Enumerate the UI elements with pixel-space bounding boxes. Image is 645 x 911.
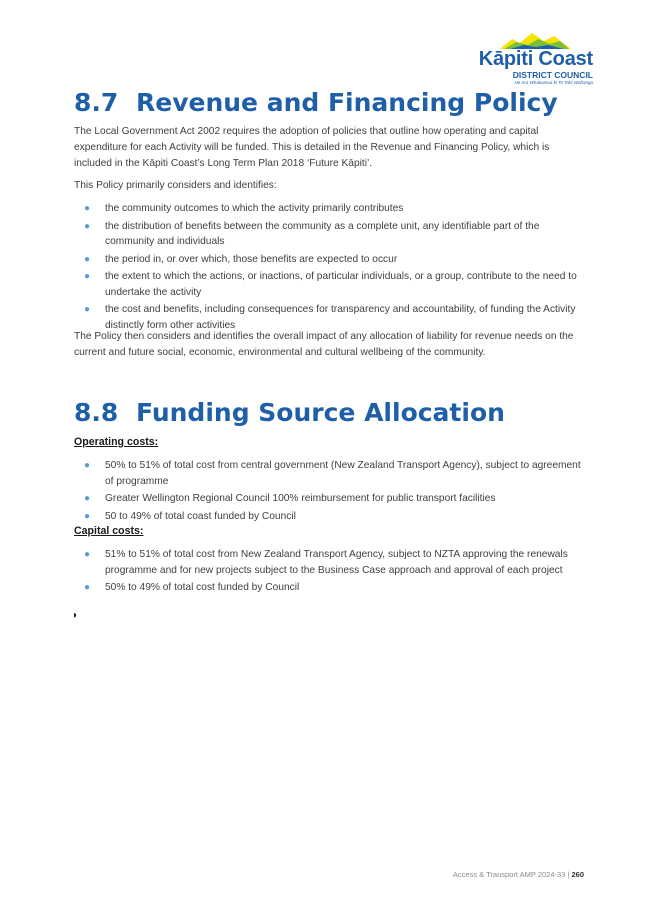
list-item: ● the community outcomes to which the activity primarily contributes [74, 201, 584, 217]
paragraph-considers: This Policy primarily considers and identifies: [74, 180, 277, 191]
bullet-icon: ● [84, 582, 91, 593]
mountain-logo-icon [498, 30, 573, 50]
council-logo [478, 30, 593, 85]
bullet-icon: ● [84, 493, 91, 504]
section-title: Revenue and Financing Policy [136, 88, 558, 117]
list-item: ● the distribution of benefits between the community as a complete unit, any identifiable part of the community and individuals [84, 220, 540, 247]
capital-costs-heading: Capital costs: [74, 525, 144, 537]
bullet-icon: ● [84, 510, 91, 522]
operating-costs-list [74, 458, 584, 526]
stray-bullet-mark: ◗ [72, 610, 79, 621]
list-item: ● 50 to 49% of total coast funded by Council [74, 509, 584, 525]
logo-tagline: He Ara Whakamua ki Te Tahi Wahanga [514, 80, 593, 85]
section-number: 8.8 [74, 398, 119, 427]
capital-costs-list [74, 547, 584, 598]
list-item: ● the period in, or over which, those benefits are expected to occur [74, 252, 584, 268]
logo-name: Kāpiti Coast [478, 48, 593, 70]
footer-document-title: Access & Transport AMP 2024-33 [452, 870, 566, 879]
footer-separator: | [567, 870, 570, 879]
bullet-icon: ● [84, 304, 91, 315]
bullet-icon: ● [84, 220, 91, 232]
list-item: ● the cost and benefits, including consequences for transparency and accountability, of funding the Activity distinctly form other activities [84, 304, 576, 331]
bullet-icon: ● [84, 271, 91, 282]
section-number: 8.7 [74, 88, 119, 117]
page-number: 260 [571, 870, 584, 879]
bullet-icon: ● [84, 549, 91, 560]
policy-bullet-list [74, 201, 584, 335]
list-item: ● 50% to 49% of total cost funded by Council [74, 580, 584, 596]
bullet-icon: ● [84, 253, 91, 265]
section-8-7-heading [74, 88, 558, 117]
list-item: ● 51% to 51% of total cost from New Zealand Transport Agency, subject to NZTA approving the renewals programme and for new projects subject to the Business Case approach and approval of each project [84, 549, 568, 576]
operating-costs-heading: Operating costs: [74, 436, 159, 448]
bullet-icon: ● [84, 460, 91, 471]
bullet-icon: ● [84, 203, 91, 214]
list-item: ● 50% to 51% of total cost from central government (New Zealand Transport Agency), subject to agreement of programme [84, 460, 581, 487]
list-item: ● the extent to which the actions, or inactions, of particular individuals, or a group, contribute to the need to undertake the activity [84, 271, 577, 298]
page-footer [0, 870, 584, 879]
logo-subtitle: DISTRICT COUNCIL [512, 70, 593, 80]
section-title: Funding Source Allocation [136, 398, 505, 427]
paragraph-intro: The Local Government Act 2002 requires the adoption of policies that outline how operating and capital expenditure for each Activity will be funded. This is detailed in the Revenue and Financing Policy, which is included in the Kāpiti Coast’s Long Term Plan 2018 ‘Future Kāpiti’. [74, 126, 550, 169]
list-item: ● Greater Wellington Regional Council 100% reimbursement for public transport facilities [74, 491, 584, 507]
section-8-8-heading [74, 398, 505, 427]
paragraph-overall-impact: The Policy then considers and identifies the overall impact of any allocation of liability for revenue needs on the current and future social, economic, environmental and cultural wellbeing of the community. [74, 331, 574, 358]
